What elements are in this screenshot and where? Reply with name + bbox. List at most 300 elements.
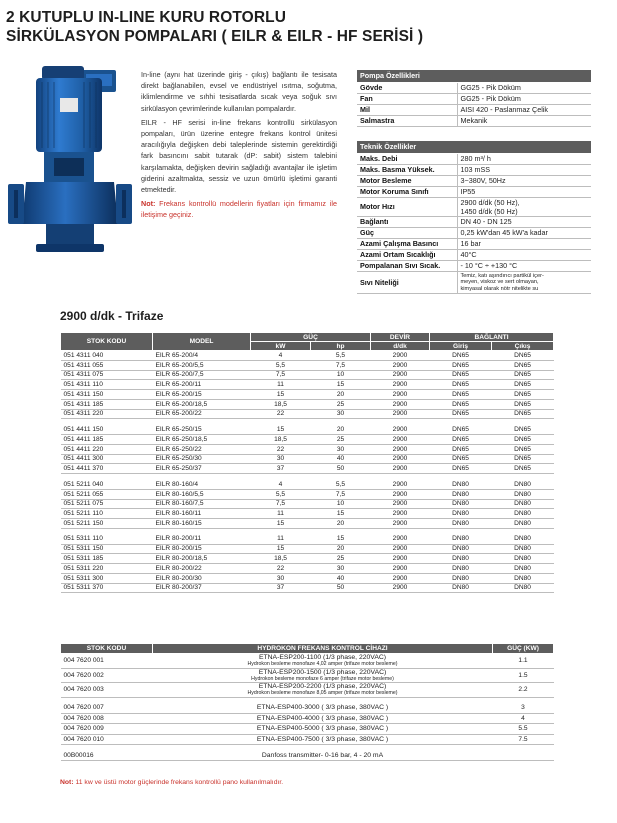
cell-stock-code: 051 5311 220: [61, 564, 153, 574]
cell-outlet: DN80: [492, 499, 554, 509]
table-row: [61, 425, 554, 435]
price-note: [141, 198, 337, 220]
cell-outlet: DN80: [492, 554, 554, 564]
cell-outlet: DN80: [492, 564, 554, 574]
cell-rpm: 2900: [371, 534, 430, 544]
spec-row: [357, 115, 591, 126]
cell-rpm: 2900: [371, 360, 430, 370]
spec-value: [457, 186, 591, 197]
cell-kw: 30: [251, 573, 311, 583]
spec-value: [457, 238, 591, 249]
cell-stock-code: 004 7620 008: [61, 713, 153, 723]
spec-key: Salmastra: [357, 115, 457, 126]
cell-kw: 15: [251, 519, 311, 529]
cell-hp: 7,5: [311, 489, 371, 499]
cell-hp: 7,5: [311, 360, 371, 370]
spec-value: [457, 115, 591, 126]
hyd-col-device: HYDROKON FREKANS KONTROL CİHAZI: [153, 644, 493, 654]
spec-value: [457, 175, 591, 186]
cell-model: EILR 80-200/22: [153, 564, 251, 574]
spec-row: [357, 271, 591, 294]
cell-hp: 15: [311, 380, 371, 390]
spec-row: [357, 153, 591, 164]
description-paragraph-1: In-line (aynı hat üzerinde giriş - çıkış) bağlantı ile tesisata direkt bağlanabilen, evsel ve endüstriyel ısıtma, soğutma, iklimlendirme ve sıhhi tesisatlarda sıcak veya soğuk sıvı sirkülasyon çevrimlerinde kullanılan pompalardır.: [141, 70, 337, 113]
spec-row: [357, 186, 591, 197]
cell-stock-code: 051 4411 150: [61, 425, 153, 435]
table-row: [61, 509, 554, 519]
col-hp: hp: [311, 342, 371, 351]
spec-row: [357, 249, 591, 260]
spec-key: Mil: [357, 104, 457, 115]
cell-stock-code: 051 5211 150: [61, 519, 153, 529]
cell-device: [153, 734, 493, 744]
spec-value-line: 1450 d/dk (50 Hz): [460, 206, 518, 216]
cell-hp: 10: [311, 370, 371, 380]
cell-outlet: DN80: [492, 573, 554, 583]
table-row: [61, 668, 554, 683]
spec-row: [357, 227, 591, 238]
cell-rpm: 2900: [371, 351, 430, 361]
cell-stock-code: 004 7620 002: [61, 668, 153, 683]
cell-stock-code: 051 5311 300: [61, 573, 153, 583]
tech-specs-header: Teknik Özellikler: [357, 141, 591, 153]
cell-rpm: 2900: [371, 544, 430, 554]
cell-kw: 7,5: [251, 499, 311, 509]
spec-key: Maks. Basma Yüksek.: [357, 164, 457, 175]
cell-inlet: DN65: [430, 370, 492, 380]
cell-kw: 18,5: [251, 435, 311, 445]
cell-inlet: DN80: [430, 583, 492, 593]
cell-rpm: 2900: [371, 519, 430, 529]
cell-outlet: DN65: [492, 409, 554, 419]
table-row: [61, 390, 554, 400]
cell-hp: 25: [311, 435, 371, 445]
description: [141, 69, 337, 224]
spec-row: [357, 238, 591, 249]
cell-stock-code: 051 4311 150: [61, 390, 153, 400]
spec-value-line: Temiz, katı aşındırıcı partikül içer-: [460, 272, 544, 279]
spec-value-line: kimyasal olarak nötr nitelikte su: [460, 285, 539, 292]
cell-device: [153, 654, 493, 669]
cell-rpm: 2900: [371, 480, 430, 490]
cell-hp: 20: [311, 425, 371, 435]
table-row: [61, 435, 554, 445]
cell-power: 2.2: [493, 683, 554, 698]
tech-specs-header-row: [357, 141, 591, 153]
cell-kw: 15: [251, 425, 311, 435]
col-speed: DEVİR: [371, 333, 430, 342]
spec-value: [457, 153, 591, 164]
cell-stock-code: 051 5311 370: [61, 583, 153, 593]
cell-kw: 15: [251, 544, 311, 554]
cell-hp: 25: [311, 554, 371, 564]
cell-inlet: DN80: [430, 499, 492, 509]
spec-row: [357, 104, 591, 115]
table-row: [61, 519, 554, 529]
pump-specs-header-row: [357, 70, 591, 82]
table-row: [61, 751, 554, 761]
table-row: [61, 444, 554, 454]
spec-value-line: GG25 - Pik Döküm: [460, 94, 521, 103]
cell-rpm: 2900: [371, 380, 430, 390]
cell-outlet: DN80: [492, 480, 554, 490]
cell-stock-code: 051 4411 185: [61, 435, 153, 445]
cell-hp: 20: [311, 390, 371, 400]
cell-inlet: DN80: [430, 573, 492, 583]
cell-hp: 30: [311, 409, 371, 419]
cell-outlet: DN65: [492, 390, 554, 400]
cell-outlet: DN80: [492, 583, 554, 593]
cell-kw: 5,5: [251, 489, 311, 499]
cell-rpm: 2900: [371, 409, 430, 419]
tech-specs-table: [357, 141, 591, 294]
spec-value: [457, 216, 591, 227]
cell-hp: 15: [311, 509, 371, 519]
cell-model: EILR 80-160/4: [153, 480, 251, 490]
cell-inlet: DN65: [430, 409, 492, 419]
cell-stock-code: 051 4311 040: [61, 351, 153, 361]
cell-power: 1.5: [493, 668, 554, 683]
cell-stock-code: 051 5311 150: [61, 544, 153, 554]
device-name: ETNA-ESP400-5000 ( 3/3 phase, 380VAC ): [256, 725, 389, 733]
spec-value-line: DN 40 - DN 125: [460, 217, 512, 226]
cell-model: EILR 80-200/37: [153, 583, 251, 593]
cell-outlet: DN65: [492, 351, 554, 361]
cell-rpm: 2900: [371, 444, 430, 454]
cell-kw: 37: [251, 464, 311, 474]
cell-inlet: DN65: [430, 454, 492, 464]
title-line-1: 2 KUTUPLU IN-LINE KURU ROTORLU: [6, 9, 286, 26]
cell-inlet: DN80: [430, 564, 492, 574]
table-row: [61, 544, 554, 554]
table-row: [61, 534, 554, 544]
table-row: [61, 713, 554, 723]
spec-value-line: 16 bar: [460, 239, 481, 248]
spec-value-line: - 10 °C ÷ +130 °C: [460, 261, 518, 270]
table-row: [61, 564, 554, 574]
cell-rpm: 2900: [371, 583, 430, 593]
cell-rpm: 2900: [371, 425, 430, 435]
device-note: Hydrokon besleme monofaze 6 amper (trifaze motor besleme): [251, 675, 394, 682]
cell-rpm: 2900: [371, 464, 430, 474]
section-subtitle: 2900 d/dk - Trifaze: [60, 309, 164, 323]
cell-rpm: 2900: [371, 454, 430, 464]
cell-kw: 18,5: [251, 554, 311, 564]
cell-device: [153, 683, 493, 698]
table-row: [61, 734, 554, 744]
cell-stock-code: 051 5211 055: [61, 489, 153, 499]
pump-specs-table: [357, 70, 591, 127]
spec-value-line: GG25 - Pik Döküm: [460, 83, 521, 92]
table-row: [61, 454, 554, 464]
spec-value: [457, 227, 591, 238]
col-connection: BAĞLANTI: [430, 333, 554, 342]
cell-inlet: DN65: [430, 444, 492, 454]
table-row: [61, 703, 554, 713]
cell-inlet: DN65: [430, 390, 492, 400]
spec-value-line: 2900 d/dk (50 Hz),: [460, 197, 520, 207]
cell-model: EILR 65-250/30: [153, 454, 251, 464]
cell-outlet: DN65: [492, 399, 554, 409]
cell-stock-code: 004 7620 003: [61, 683, 153, 698]
cell-model: EILR 80-160/7,5: [153, 499, 251, 509]
cell-kw: 18,5: [251, 399, 311, 409]
cell-kw: 22: [251, 444, 311, 454]
col-power: GÜÇ: [251, 333, 371, 342]
table-row: [61, 499, 554, 509]
spec-value: [457, 164, 591, 175]
col-inlet: Giriş: [430, 342, 492, 351]
table-row: [61, 399, 554, 409]
main-header-row-1: [61, 333, 554, 342]
spec-value: [457, 197, 591, 216]
note-text: Frekans kontrollü modellerin fiyatları için firmamız ile iletişime geçiniz.: [141, 199, 337, 220]
cell-device: [153, 713, 493, 723]
cell-inlet: DN80: [430, 534, 492, 544]
spec-row: [357, 93, 591, 104]
cell-stock-code: 051 4311 185: [61, 399, 153, 409]
spec-key: Güç: [357, 227, 457, 238]
cell-kw: 22: [251, 564, 311, 574]
spec-key: Gövde: [357, 82, 457, 93]
cell-model: EILR 65-250/22: [153, 444, 251, 454]
spec-value: [457, 249, 591, 260]
cell-power: 1.1: [493, 654, 554, 669]
cell-hp: 5,5: [311, 480, 371, 490]
cell-outlet: DN80: [492, 509, 554, 519]
note-label: Not:: [141, 199, 156, 209]
cell-inlet: DN80: [430, 554, 492, 564]
cell-model: EILR 80-160/11: [153, 509, 251, 519]
device-name: ETNA-ESP400-4000 ( 3/3 phase, 380VAC ): [256, 715, 389, 723]
cell-stock-code: 004 7620 009: [61, 724, 153, 734]
footnote: [60, 779, 283, 786]
col-kw: kW: [251, 342, 311, 351]
cell-device: [153, 724, 493, 734]
table-row: [61, 360, 554, 370]
cell-inlet: DN65: [430, 399, 492, 409]
spec-row: [357, 164, 591, 175]
cell-inlet: DN65: [430, 435, 492, 445]
cell-stock-code: 004 7620 007: [61, 703, 153, 713]
cell-stock-code: 051 4311 220: [61, 409, 153, 419]
cell-inlet: DN65: [430, 464, 492, 474]
spec-key: Motor Besleme: [357, 175, 457, 186]
cell-outlet: DN80: [492, 534, 554, 544]
cell-outlet: DN65: [492, 435, 554, 445]
cell-model: EILR 65-200/22: [153, 409, 251, 419]
cell-outlet: DN80: [492, 489, 554, 499]
spec-value-line: AISI 420 - Paslanmaz Çelik: [460, 105, 548, 114]
cell-power: 3: [493, 703, 554, 713]
cell-stock-code: 051 4411 370: [61, 464, 153, 474]
page-title: [6, 8, 423, 46]
pump-models-table: [60, 332, 554, 593]
cell-outlet: DN80: [492, 544, 554, 554]
spec-row: [357, 260, 591, 271]
cell-rpm: 2900: [371, 554, 430, 564]
cell-hp: 20: [311, 544, 371, 554]
title-line-2: SİRKÜLASYON POMPALARI ( EILR & EILR - HF SERİSİ ): [6, 28, 424, 45]
cell-inlet: DN80: [430, 544, 492, 554]
cell-hp: 30: [311, 564, 371, 574]
cell-rpm: 2900: [371, 509, 430, 519]
cell-rpm: 2900: [371, 499, 430, 509]
pump-image: [6, 64, 134, 260]
device-name: ETNA-ESP200-2200 (1/3 phase, 220VAC): [258, 683, 387, 691]
cell-power: 7.5: [493, 734, 554, 744]
cell-model: EILR 80-160/15: [153, 519, 251, 529]
hyd-col-power: GÜÇ (KW): [493, 644, 554, 654]
cell-model: EILR 65-200/11: [153, 380, 251, 390]
cell-stock-code: 051 5211 075: [61, 499, 153, 509]
cell-hp: 20: [311, 519, 371, 529]
cell-model: EILR 65-200/7,5: [153, 370, 251, 380]
cell-hp: 25: [311, 399, 371, 409]
cell-outlet: DN65: [492, 464, 554, 474]
table-row: [61, 573, 554, 583]
spec-value: [457, 271, 591, 294]
cell-kw: 30: [251, 454, 311, 464]
cell-model: EILR 65-200/15: [153, 390, 251, 400]
spec-value-line: IP55: [460, 187, 476, 196]
cell-rpm: 2900: [371, 370, 430, 380]
cell-model: EILR 65-250/18,5: [153, 435, 251, 445]
spec-row: [357, 175, 591, 186]
cell-outlet: DN80: [492, 519, 554, 529]
table-row: [61, 654, 554, 669]
cell-stock-code: 051 4411 300: [61, 454, 153, 464]
col-model: MODEL: [153, 333, 251, 351]
spec-key: Sıvı Niteliği: [357, 271, 457, 294]
cell-kw: 4: [251, 480, 311, 490]
cell-rpm: 2900: [371, 435, 430, 445]
cell-power: 4: [493, 713, 554, 723]
spec-row: [357, 197, 591, 216]
cell-model: EILR 65-200/4: [153, 351, 251, 361]
footnote-text: 11 kw ve üstü motor güçlerinde frekans kontrollü pano kullanılmalıdır.: [73, 779, 284, 786]
cell-rpm: 2900: [371, 390, 430, 400]
spec-key: Azami Çalışma Basıncı: [357, 238, 457, 249]
cell-stock-code: 051 5311 110: [61, 534, 153, 544]
cell-model: EILR 65-200/5,5: [153, 360, 251, 370]
cell-rpm: 2900: [371, 399, 430, 409]
table-row: [61, 409, 554, 419]
cell-hp: 40: [311, 573, 371, 583]
spec-value-line: Mekanik: [460, 116, 488, 125]
cell-kw: 22: [251, 409, 311, 419]
cell-device: [153, 751, 493, 761]
cell-hp: 50: [311, 583, 371, 593]
cell-inlet: DN80: [430, 489, 492, 499]
spec-key: Fan: [357, 93, 457, 104]
cell-outlet: DN65: [492, 380, 554, 390]
table-row: [61, 583, 554, 593]
cell-stock-code: 051 5311 185: [61, 554, 153, 564]
cell-inlet: DN80: [430, 519, 492, 529]
device-name: Danfoss transmitter- 0-16 bar, 4 - 20 mA: [261, 752, 384, 759]
cell-inlet: DN65: [430, 360, 492, 370]
cell-stock-code: 051 4411 220: [61, 444, 153, 454]
spec-value-line: 40°C: [460, 250, 477, 259]
cell-rpm: 2900: [371, 564, 430, 574]
spec-key: Azami Ortam Sıcaklığı: [357, 249, 457, 260]
cell-inlet: DN65: [430, 351, 492, 361]
cell-outlet: DN65: [492, 454, 554, 464]
footnote-label: Not:: [60, 779, 74, 786]
cell-hp: 10: [311, 499, 371, 509]
cell-rpm: 2900: [371, 489, 430, 499]
cell-stock-code: 00B00016: [61, 751, 153, 761]
cell-kw: 5,5: [251, 360, 311, 370]
spec-value-line: meyen, viskoz ve sert olmayan,: [460, 279, 539, 285]
table-row: [61, 380, 554, 390]
spec-row: [357, 216, 591, 227]
cell-model: EILR 65-200/18,5: [153, 399, 251, 409]
cell-outlet: DN65: [492, 370, 554, 380]
spec-value: [457, 93, 591, 104]
cell-device: [153, 703, 493, 713]
table-row: [61, 480, 554, 490]
cell-stock-code: 051 5211 040: [61, 480, 153, 490]
cell-outlet: DN65: [492, 360, 554, 370]
cell-hp: 15: [311, 534, 371, 544]
cell-kw: 11: [251, 509, 311, 519]
cell-stock-code: 051 4311 075: [61, 370, 153, 380]
cell-kw: 7,5: [251, 370, 311, 380]
cell-power: 5.5: [493, 724, 554, 734]
cell-kw: 15: [251, 390, 311, 400]
table-row: [61, 489, 554, 499]
cell-hp: 5,5: [311, 351, 371, 361]
device-name: ETNA-ESP400-3000 ( 3/3 phase, 380VAC ): [256, 704, 389, 712]
cell-hp: 50: [311, 464, 371, 474]
hyd-col-stock-code: STOK KODU: [61, 644, 153, 654]
device-name: ETNA-ESP400-7500 ( 3/3 phase, 380VAC ): [256, 735, 389, 743]
spec-key: Motor Koruma Sınıfı: [357, 186, 457, 197]
cell-inlet: DN80: [430, 480, 492, 490]
device-name: ETNA-ESP200-1100 (1/3 phase, 220VAC): [258, 654, 387, 662]
cell-model: EILR 65-250/15: [153, 425, 251, 435]
spec-key: Maks. Debi: [357, 153, 457, 164]
col-rpm: d/dk: [371, 342, 430, 351]
cell-kw: 4: [251, 351, 311, 361]
cell-outlet: DN65: [492, 425, 554, 435]
spec-key: Pompalanan Sıvı Sıcak.: [357, 260, 457, 271]
spec-key: Bağlantı: [357, 216, 457, 227]
pump-specs-header: Pompa Özellikleri: [357, 70, 591, 82]
cell-power: [493, 751, 554, 761]
cell-model: EILR 80-200/30: [153, 573, 251, 583]
cell-inlet: DN80: [430, 509, 492, 519]
device-note: Hydrokon besleme monofaze 4,02 amper (trifaze motor besleme): [247, 661, 398, 668]
device-note: Hydrokon besleme monofaze 8,05 amper (trifaze motor besleme): [247, 690, 398, 697]
spec-value: [457, 82, 591, 93]
cell-model: EILR 80-200/11: [153, 534, 251, 544]
cell-stock-code: 004 7620 010: [61, 734, 153, 744]
table-row: [61, 724, 554, 734]
cell-model: EILR 80-200/18,5: [153, 554, 251, 564]
cell-stock-code: 051 4311 110: [61, 380, 153, 390]
description-paragraph-2: EILR - HF serisi in-line frekans kontrollü sirkülasyon pompaları, ürün üzerine entegre frekans kontrol ünitesi aracılığıyla değişken debi taleplerinde sistemin gerektirdiği fark basıncını sabit tutarak (dP: sabit) sistem talebini karşılamakta, değişken devirin sağladığı avantajlar ile işletim giderini azaltmakta, sessiz ve uzun ömürlü işletimi garanti etmektedir.: [141, 117, 337, 195]
cell-hp: 40: [311, 454, 371, 464]
spec-value-line: 280 m³/ h: [460, 154, 491, 163]
col-stock-code: STOK KODU: [61, 333, 153, 351]
device-name: ETNA-ESP200-1500 (1/3 phase, 220VAC): [258, 668, 387, 676]
cell-model: EILR 80-200/15: [153, 544, 251, 554]
cell-model: EILR 65-250/37: [153, 464, 251, 474]
col-outlet: Çıkış: [492, 342, 554, 351]
